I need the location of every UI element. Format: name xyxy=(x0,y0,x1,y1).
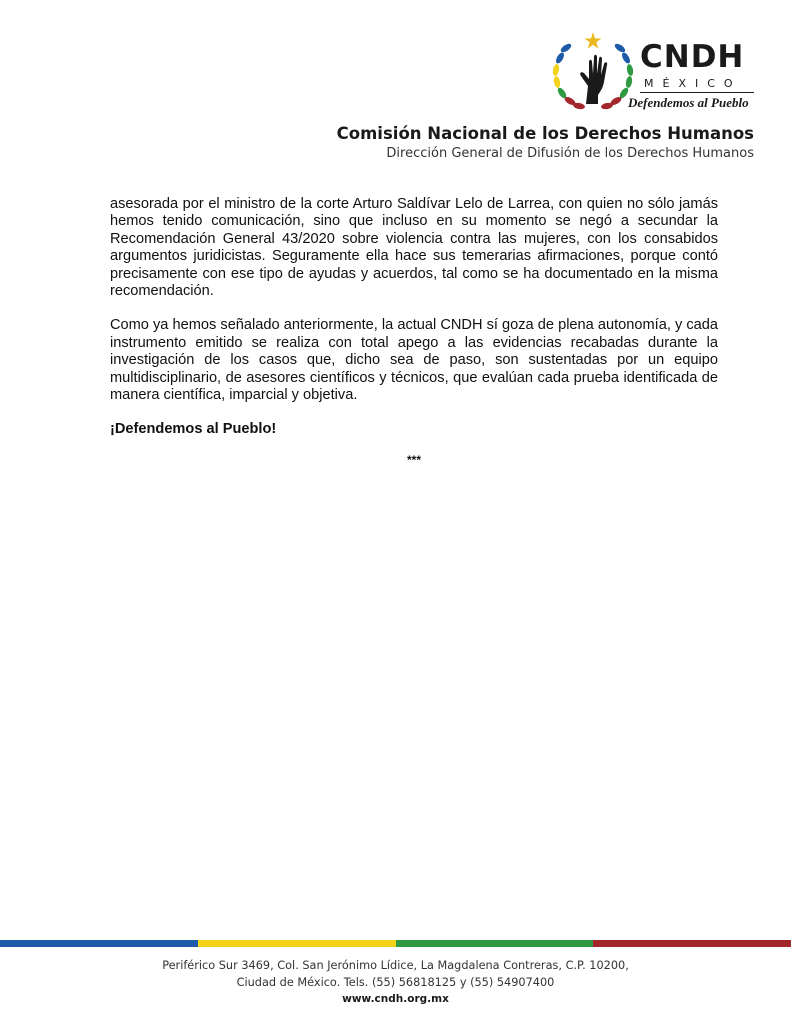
logo-slogan: Defendemos al Pueblo xyxy=(628,95,749,110)
left-laurel-icon xyxy=(552,42,585,110)
press-release-body xyxy=(110,196,718,467)
department-name: Dirección General de Difusión de los Derechos Humanos xyxy=(386,146,754,161)
logo-divider xyxy=(640,92,754,93)
footer-website-link[interactable]: www.cndh.org.mx xyxy=(342,993,449,1005)
closing-slogan: ¡Defendemos al Pueblo! xyxy=(110,421,277,438)
organization-name: Comisión Nacional de los Derechos Humanos xyxy=(336,124,754,143)
hand-icon xyxy=(580,55,607,104)
footer-address-line-2: Ciudad de México. Tels. (55) 56818125 y (55) 54907400 xyxy=(236,975,555,989)
band-red xyxy=(593,940,791,947)
star-icon xyxy=(585,32,602,49)
footer-address-line-1: Periférico Sur 3469, Col. San Jerónimo Lídice, La Magdalena Contreras, C.P. 10200, xyxy=(162,959,629,972)
paragraph-2: Como ya hemos señalado anteriormente, la actual CNDH sí goza de plena autonomía, y cada instrumento emitido se realiza con total apego a las evidencias recabadas durante la investigación de los casos que, dicho sea de paso, son sustentadas por un equipo multidisciplinario, de asesores científicos y técnicos, que evalúan cada prueba identificada de manera científica, imparcial y objetiva. xyxy=(110,317,718,404)
end-mark: *** xyxy=(406,452,421,467)
raised-hand-emblem-icon xyxy=(548,30,638,116)
band-yellow xyxy=(198,940,396,947)
footer xyxy=(0,958,791,1008)
footer-color-band xyxy=(0,940,791,947)
cndh-logo xyxy=(548,30,763,116)
band-blue xyxy=(0,940,198,947)
band-green xyxy=(396,940,594,947)
logo-acronym: CNDH xyxy=(640,39,745,75)
logo-country: MÉXICO xyxy=(644,77,742,90)
paragraph-1: asesorada por el ministro de la corte Arturo Saldívar Lelo de Larrea, con quien no sólo jamás hemos tenido comunicación, sino que incluso en su momento se negó a secundar la Recomendación General 43/2020 sobre violencia contra las mujeres, con los consabidos argumentos juridicistas. Seguramente ella hace sus temerarias afirmaciones, porque contó precisamente con ese tipo de ayudas y acuerdos, tal como se ha documentado en la misma recomendación. xyxy=(110,196,718,300)
